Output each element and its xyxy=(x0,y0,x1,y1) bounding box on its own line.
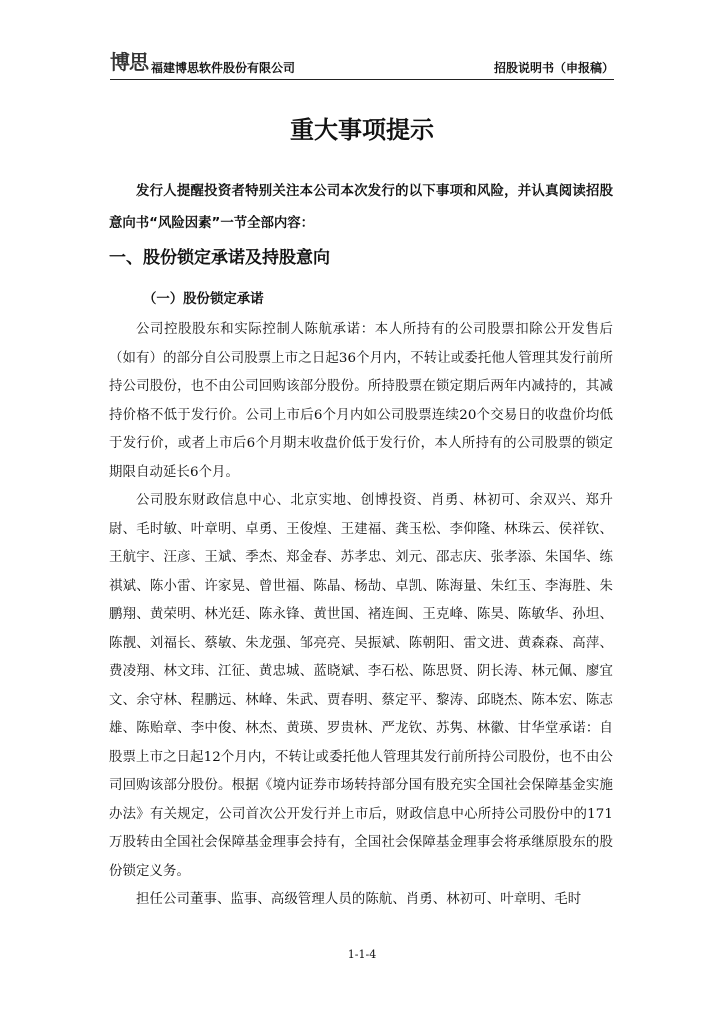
page-header xyxy=(110,50,614,80)
section-heading: 一、股份锁定承诺及持股意向 xyxy=(109,248,330,268)
body-text xyxy=(109,316,613,915)
document-type: 招股说明书（申报稿） xyxy=(493,61,614,75)
header-rule xyxy=(110,79,614,80)
page-number: 1-1-4 xyxy=(347,948,377,961)
page-title: 重大事项提示 xyxy=(290,116,434,144)
intro-paragraph: 发行人提醒投资者特别关注本公司本次发行的以下事项和风险，并认真阅读招股意向书“风险因素”一节全部内容： xyxy=(109,184,613,231)
paragraph-other-shareholders: 公司股东财政信息中心、北京实地、创博投资、肖勇、林初可、余双兴、郑升尉、毛时敏、叶章明、卓勇、王俊煌、王建福、龚玉松、李仰隆、林珠云、侯祥钦、王航宇、汪彦、王斌、季杰、郑金春、苏孝忠、刘元、邵志庆、张孝添、朱国华、练祺斌、陈小雷、许家晃、曾世福、陈晶、杨劼、卓凯、陈海量、朱红玉、李海胜、朱鹏翔、黄荣明、林光廷、陈永锋、黄世国、褚连闽、王克峰、陈昊、陈敏华、孙坦、陈靓、刘福长、蔡敏、朱龙强、邹亮亮、吴振斌、陈朝阳、雷文进、黄森森、高萍、费凌翔、林文玮、江征、黄忠城、蓝晓斌、李石松、陈思贤、阴长涛、林元佩、廖宜文、余守林、程鹏远、林峰、朱武、贾春明、蔡定平、黎涛、邱晓杰、陈本宏、陈志雄、陈贻章、李中俊、林杰、黄瑛、罗贵林、严龙钦、苏隽、林徽、甘华堂承诺：自股票上市之日起12个月内，不转让或委托他人管理其发行前所持公司股份，也不由公司回购该部分股份。根据《境内证券市场转持部分国有股充实全国社会保障基金实施办法》有关规定，公司首次公开发行并上市后，财政信息中心所持公司股份中的171万股转由全国社会保障基金理事会持有，全国社会保障基金理事会将承继原股东的股份锁定义务。 xyxy=(109,493,613,879)
company-logo: 博思 xyxy=(110,50,148,74)
company-name: 福建博思软件股份有限公司 xyxy=(151,61,296,75)
paragraph-controlling-shareholder: 公司控股股东和实际控制人陈航承诺：本人所持有的公司股票扣除公开发售后（如有）的部分自公司股票上市之日起36个月内，不转让或委托他人管理其发行前所持公司股份，也不由公司回购该部分股份。所持股票在锁定期后两年内减持的，其减持价格不低于发行价。公司上市后6个月内如公司股票连续20个交易日的收盘价均低于发行价，或者上市后6个月期末收盘价低于发行价，本人所持有的公司股票的锁定期限自动延长6个月。 xyxy=(109,322,613,480)
paragraph-directors: 担任公司董事、监事、高级管理人员的陈航、肖勇、林初可、叶章明、毛时 xyxy=(136,892,582,907)
subsection-heading: （一）股份锁定承诺 xyxy=(143,292,264,307)
